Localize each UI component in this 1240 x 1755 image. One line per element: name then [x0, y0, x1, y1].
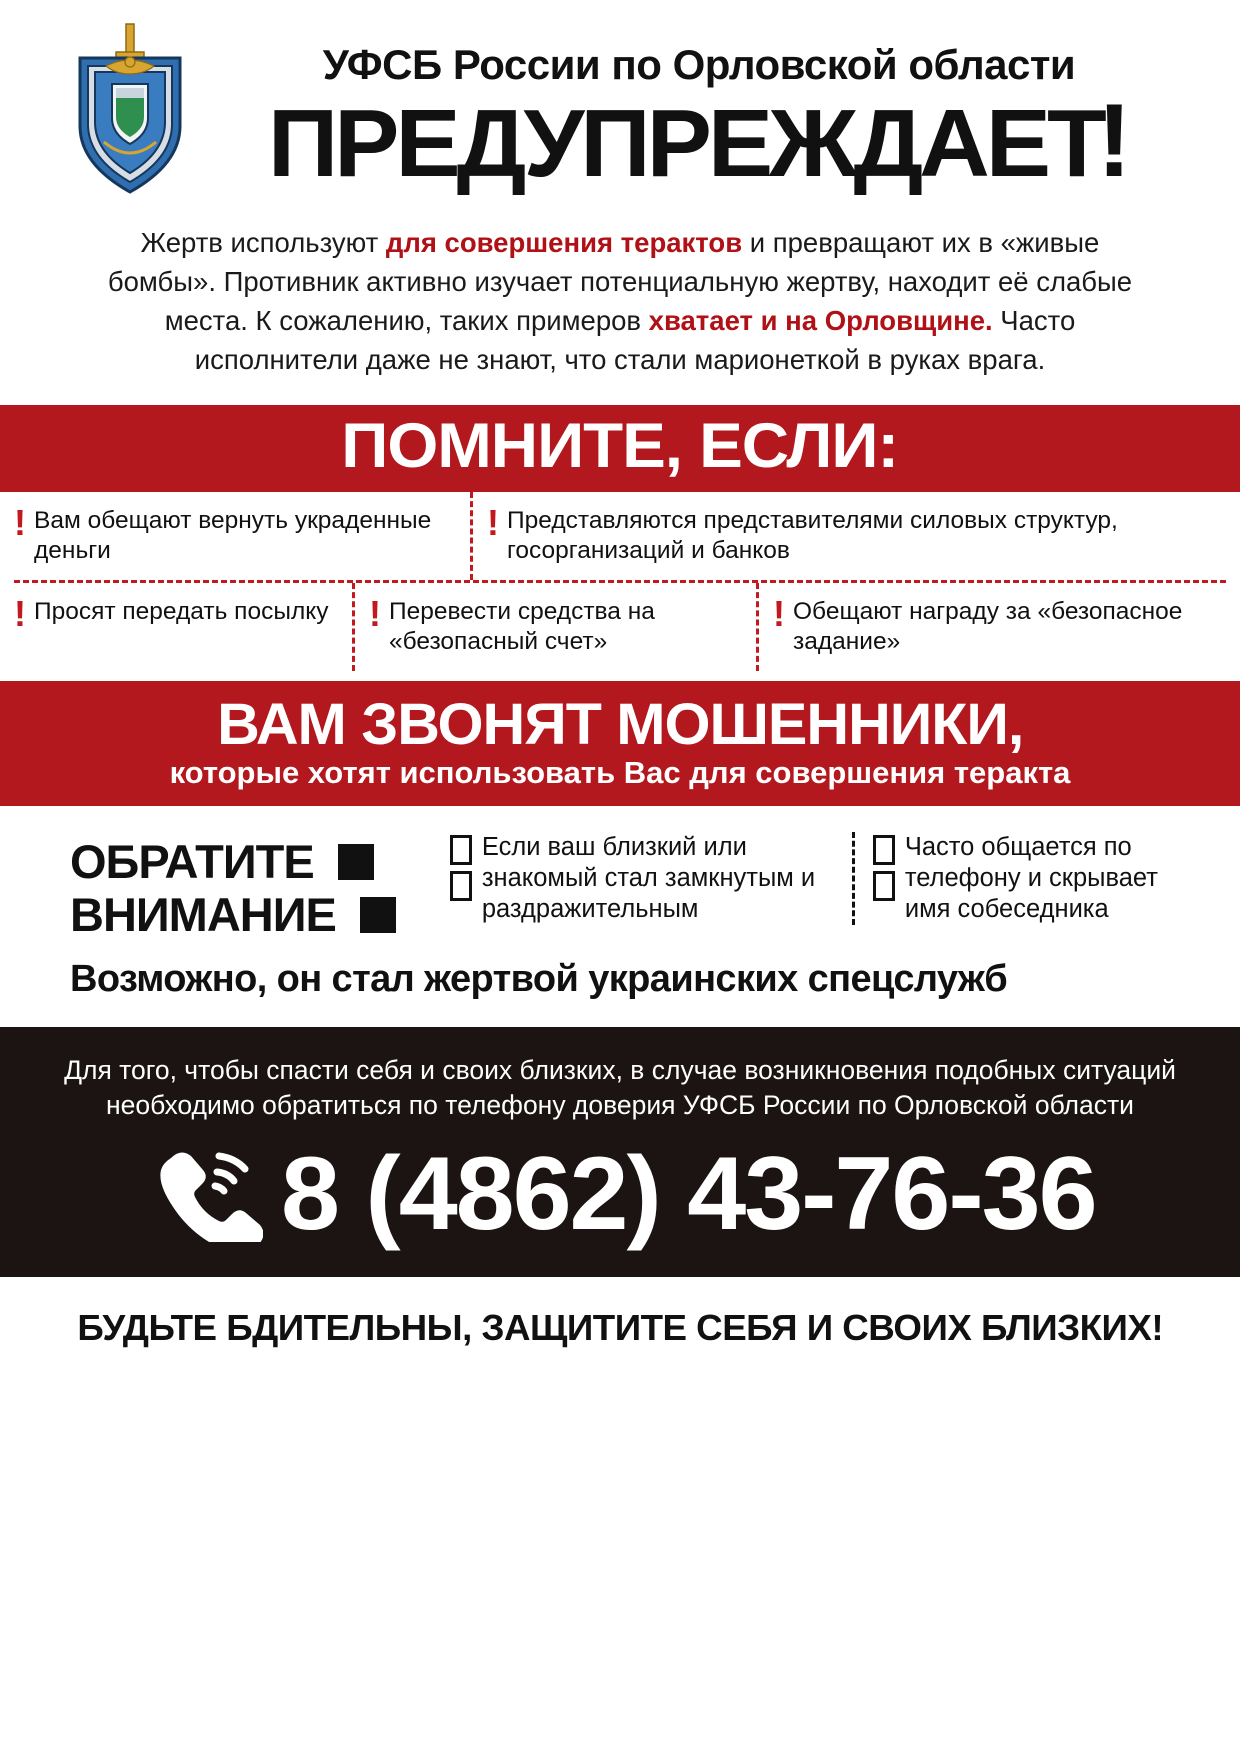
contact-lead-text: Для того, чтобы спасти себя и своих близких, в случае возникновения подобных ситуаций необходимо обратиться по телефону доверия УФСБ России по Орловской области	[64, 1054, 1176, 1121]
warning-cards	[0, 492, 1240, 671]
scammers-banner-title: ВАМ ЗВОНЯТ МОШЕННИКИ,	[216, 691, 1024, 757]
warning-exclamation: !	[1096, 83, 1132, 199]
exclamation-icon: !	[369, 592, 381, 634]
warning-card	[470, 492, 1240, 580]
intro-paragraph	[95, 223, 1145, 379]
checkbox-icon[interactable]	[873, 835, 895, 865]
square-bullet-icon	[360, 897, 396, 933]
warning-card	[352, 583, 756, 671]
warning-card-text: Представляются представителями силовых структур, госорганизаций и банков	[507, 507, 1118, 565]
footer-slogan	[0, 1277, 1240, 1349]
attention-title	[70, 832, 396, 941]
scammers-banner	[0, 681, 1240, 806]
attention-check-text: Часто общается по телефону и скрывает имя собеседника	[904, 832, 1158, 924]
intro-part-3: Часто исполнители даже не знают, что стали марионеткой в руках врага.	[194, 305, 1076, 376]
intro-highlight-2: хватает и на Орловщине.	[648, 305, 993, 337]
square-bullet-icon	[338, 844, 374, 880]
attention-word-1: ОБРАТИТЕ	[70, 834, 314, 888]
checkbox-group	[450, 832, 472, 925]
warning-card	[0, 492, 470, 580]
warning-cards-row-2	[0, 583, 1240, 671]
attention-section	[0, 806, 1240, 941]
attention-word-2: ВНИМАНИЕ	[70, 887, 336, 941]
warning-card-text: Просят передать посылку	[34, 597, 329, 625]
contact-block	[0, 1027, 1240, 1277]
exclamation-icon: !	[487, 502, 499, 544]
attention-check-text: Если ваш близкий или знакомый стал замкнутым и раздражительным	[481, 832, 816, 924]
organization-title: УФСБ России по Орловской области	[322, 41, 1076, 88]
exclamation-icon: !	[14, 592, 26, 634]
checkbox-icon[interactable]	[450, 835, 472, 865]
exclamation-icon: !	[773, 592, 785, 634]
intro-highlight-1: для совершения терактов	[385, 227, 743, 258]
warning-card	[756, 583, 1240, 671]
intro-part-2: и превращают их в «живые бомбы». Противник активно изучает потенциальную жертву, находит её слабые места. К сожалению, таких примеров	[107, 227, 1133, 337]
attention-check-item	[432, 832, 852, 925]
warning-card-text: Вам обещают вернуть украденные деньги	[34, 507, 432, 565]
footer-slogan-text: БУДЬТЕ БДИТЕЛЬНЫ, ЗАЩИТИТЕ СЕБЯ И СВОИХ БЛИЗКИХ!	[77, 1306, 1163, 1348]
phone-call-icon	[153, 1142, 263, 1247]
warning-card-text: Перевести средства на «безопасный счет»	[389, 597, 655, 655]
hotline-phone-number[interactable]: 8 (4862) 43-76-36	[280, 1136, 1096, 1253]
warning-card	[0, 583, 352, 671]
checkbox-group	[873, 832, 895, 925]
exclamation-icon: !	[14, 502, 26, 544]
warning-title-row	[208, 83, 1200, 199]
attention-title-line-1	[70, 836, 396, 889]
warning-word: ПРЕДУПРЕЖДАЕТ	[268, 90, 1104, 197]
warning-cards-row-1	[0, 492, 1240, 580]
intro-part-1: Жертв используют	[140, 227, 386, 258]
attention-conclusion: Возможно, он стал жертвой украинских спецслужб	[70, 958, 1008, 1001]
scammers-banner-subtitle: которые хотят использовать Вас для совершения теракта	[169, 754, 1071, 790]
fsb-emblem-icon	[70, 22, 190, 197]
phone-row[interactable]	[60, 1136, 1180, 1253]
header-text-block	[208, 22, 1200, 199]
remember-banner-title: ПОМНИТЕ, ЕСЛИ:	[341, 411, 899, 482]
checkbox-icon[interactable]	[873, 871, 895, 901]
attention-check-item	[852, 832, 1204, 925]
checkbox-icon[interactable]	[450, 871, 472, 901]
attention-checklist	[432, 832, 1204, 925]
attention-title-line-2	[70, 889, 396, 942]
poster-header	[0, 0, 1240, 197]
remember-banner	[0, 405, 1240, 492]
warning-card-text: Обещают награду за «безопасное задание»	[793, 597, 1183, 655]
